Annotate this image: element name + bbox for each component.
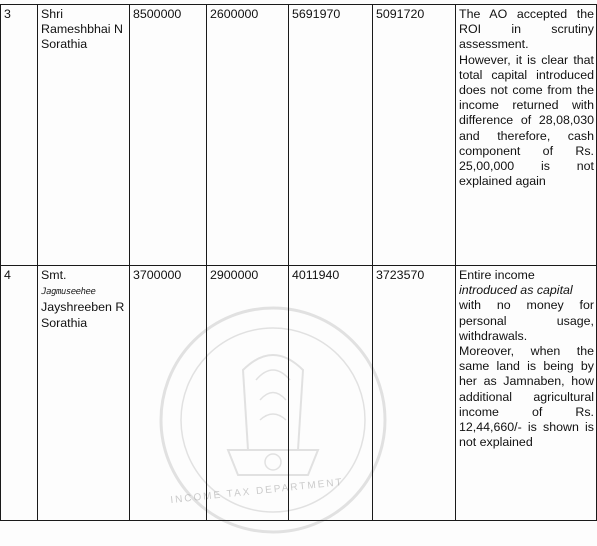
remark-paragraph: with no money for personal usage, withdrawals. bbox=[459, 298, 594, 343]
amount-cell: 2600000 bbox=[207, 5, 289, 266]
amount-cell: 5091720 bbox=[373, 5, 456, 266]
serial-cell: 4 bbox=[1, 266, 38, 521]
struck-name-scribble: Jagmuseehee bbox=[40, 287, 97, 298]
name-line: Sorathia bbox=[41, 315, 88, 330]
amount-cell: 3700000 bbox=[130, 266, 207, 521]
name-cell bbox=[38, 266, 130, 521]
remark-paragraph: However, it is clear that total capital introduced does not come from the income returned with difference of 28,08,030 and therefore, cash component of Rs. 25,00,000 is not explained again bbox=[459, 52, 594, 189]
remark-paragraph: Moreover, when the same land is being by her as Jamnaben, how additional agricultural income of Rs. 12,44,660/- is shown is not explained bbox=[459, 344, 594, 450]
remark-paragraph: The AO accepted the ROI in scrutiny assessment. bbox=[459, 7, 594, 52]
assessment-table bbox=[0, 4, 597, 521]
name-line: Jayshreeben R bbox=[41, 300, 125, 315]
amount-cell: 3723570 bbox=[373, 266, 456, 521]
name-line: Smt. bbox=[41, 268, 67, 282]
name-line: Sorathia bbox=[41, 37, 88, 52]
amount-cell: 2900000 bbox=[207, 266, 289, 521]
watermark-text: INCOME TAX DEPARTMENT bbox=[169, 476, 345, 507]
amount-cell: 5691970 bbox=[289, 5, 373, 266]
name-cell bbox=[38, 5, 130, 266]
table-row bbox=[1, 266, 597, 521]
remarks-cell bbox=[456, 266, 597, 521]
name-line: Rameshbhai N bbox=[41, 22, 123, 37]
remark-paragraph: introduced as capital bbox=[459, 283, 573, 298]
table-row bbox=[1, 5, 597, 266]
serial-cell: 3 bbox=[1, 5, 38, 266]
remarks-cell bbox=[456, 5, 597, 266]
amount-cell: 8500000 bbox=[130, 5, 207, 266]
amount-cell: 4011940 bbox=[289, 266, 373, 521]
remark-paragraph: Entire income bbox=[459, 268, 535, 282]
name-line: Shri bbox=[41, 7, 64, 21]
